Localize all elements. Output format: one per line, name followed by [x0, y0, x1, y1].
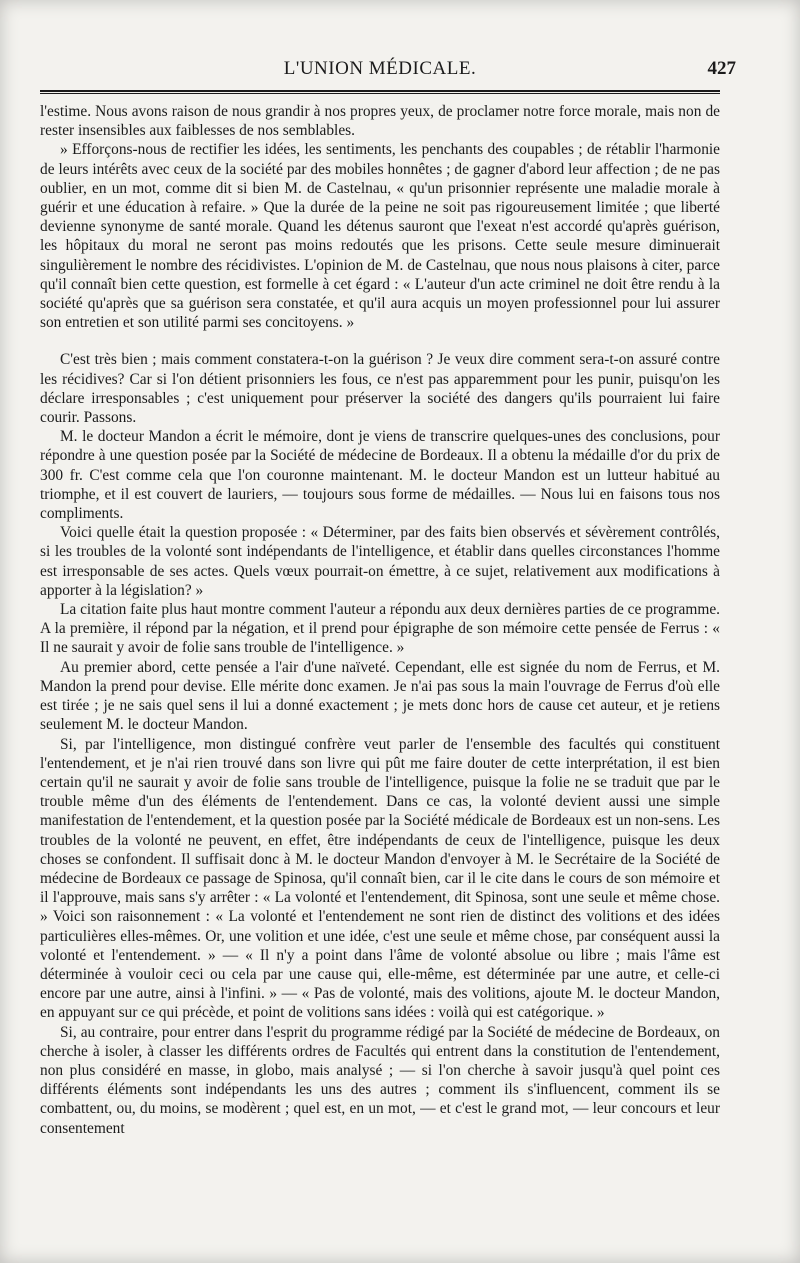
body-text: [40, 102, 720, 1138]
paragraph: Voici quelle était la question proposée : « Déterminer, par des faits bien observés et sévèrement contrôlés, si les troubles de la volonté sont indépendants de l'intelligence, et établir dans quelles circonstances l'homme est irresponsable de ses actes. Quels vœux pourrait-on émettre, à ce sujet, relativement aux modifications à apporter à la législation? »: [40, 524, 720, 599]
paragraph: l'estime. Nous avons raison de nous grandir à nos propres yeux, de proclamer notre force morale, mais non de rester insensibles aux faiblesses de nos semblables.: [40, 103, 720, 140]
paragraph: Si, par l'intelligence, mon distingué confrère veut parler de l'ensemble des facultés qui constituent l'entendement, et je n'ai rien trouvé dans son livre qui pût me faire douter de cette interprétation, il est bien certain qu'il ne saurait y avoir de folie sans trouble de l'intelligence, puisque la folie ne se traduit que par le trouble même d'un des éléments de l'entendement. Dans ce cas, la volonté devient aussi une simple manifestation de l'entendement, et la question posée par la Société médicale de Bordeaux est un non-sens. Les troubles de la volonté ne peuvent, en effet, être indépendants de ceux de l'intelligence, puisque les deux choses se confondent. Il suffisait donc à M. le docteur Mandon d'envoyer à M. le Secrétaire de la Société de médecine de Bordeaux ce passage de Spinosa, qu'il connaît bien, car il le cite dans le cours de son mémoire et il l'approuve, mais sans s'y arrêter : « La volonté et l'entendement, dit Spinosa, sont une seule et même chose. » Voici son raisonnement : « La volonté et l'entendement ne sont rien de distinct des volitions et des idées particulières elles-mêmes. Or, une volition et une idée, c'est une seule et même chose, par conséquent aussi la volonté et l'entendement. » — « Il n'y a point dans l'âme de volonté absolue ou libre ; mais l'âme est déterminée à vouloir ceci ou cela par une cause qui, elle-même, est déterminée par une autre, et celle-ci encore par une autre, ainsi à l'infini. » — « Pas de volonté, mais des volitions, ajoute M. le docteur Mandon, en appuyant sur ce qui précède, et point de volitions sans idées : voilà qui est catégorique. »: [40, 735, 720, 1022]
paragraph: Si, au contraire, pour entrer dans l'esprit du programme rédigé par la Société de médecine de Bordeaux, on cherche à isoler, à classer les différents ordres de Facultés qui entrent dans la constitution de l'entendement, non plus considéré en masse, in globo, mais analysé ; — si l'on cherche à savoir jusqu'à quel point ces différents éléments sont indépendants les uns des autres ; comment ils s'influencent, comment ils se combattent, ou, du moins, se modèrent ; quel est, en un mot, — et c'est le grand mot, — leur concours et leur consentement: [40, 1023, 720, 1137]
header-rule: [40, 90, 720, 94]
page-number: 427: [707, 58, 736, 79]
paragraph: Au premier abord, cette pensée a l'air d'une naïveté. Cependant, elle est signée du nom de Ferrus, et M. Mandon la prend pour devise. Elle mérite donc examen. Je n'ai pas sous la main l'ouvrage de Ferrus d'où elle est tirée ; je ne sais quel sens il lui a donné exactement ; je mets donc hors de cause cet auteur, et je retiens seulement M. le docteur Mandon.: [40, 658, 720, 734]
running-title: L'UNION MÉDICALE.: [283, 58, 477, 79]
paragraph: La citation faite plus haut montre comment l'auteur a répondu aux deux dernières parties de ce programme. A la première, il répond par la négation, et il prend pour épigraphe de son mémoire cette pensée de Ferrus : « Il ne saurait y avoir de folie sans trouble de l'intelligence. »: [40, 601, 720, 657]
page-header: [40, 58, 736, 88]
paragraph: » Efforçons-nous de rectifier les idées, les sentiments, les penchants des coupables ; de rétablir l'harmonie de leurs intérêts avec ceux de la société par des mobiles honnêtes ; de gagner d'abord leur affection ; de ne pas oublier, en un mot, comme dit si bien M. de Castelnau, « qu'un prisonnier représente une maladie morale à guérir et une éducation à refaire. » Que la durée de la peine ne soit pas rigoureusement limitée ; que liberté devienne synonyme de santé morale. Quand les détenus sauront que l'exeat n'est accordé qu'après guérison, les hôpitaux du moral ne seront pas moins redoutés que les prisons. Cette seule mesure diminuerait singulièrement le nombre des récidivistes. L'opinion de M. de Castelnau, que nous nous plaisons à citer, parce qu'il connaît bien cette question, est formelle à cet égard : « L'auteur d'un acte criminel ne doit être rendu à la société qu'après que sa guérison sera constatée, et qu'il aura acquis un moyen professionnel pour lui assurer son entretien et son utilité parmi ses concitoyens. »: [40, 141, 720, 332]
paragraph: C'est très bien ; mais comment constatera-t-on la guérison ? Je veux dire comment sera-t-on assuré contre les récidives? Car si l'on détient prisonniers les fous, ce n'est pas apparemment pour les punir, puisqu'on les déclare irresponsables ; c'est uniquement pour préserver la société des dangers qu'ils pourraient lui faire courir. Passons.: [40, 351, 720, 427]
paragraph: M. le docteur Mandon a écrit le mémoire, dont je viens de transcrire quelques-unes des conclusions, pour répondre à une question posée par la Société de médecine de Bordeaux. Il a obtenu la médaille d'or du prix de 300 fr. C'est comme cela que l'on couronne maintenant. M. le docteur Mandon est un lutteur habitué au triomphe, et il est couvert de lauriers, — toujours sous forme de médailles. — Nous lui en faisons tous nos compliments.: [40, 428, 720, 523]
